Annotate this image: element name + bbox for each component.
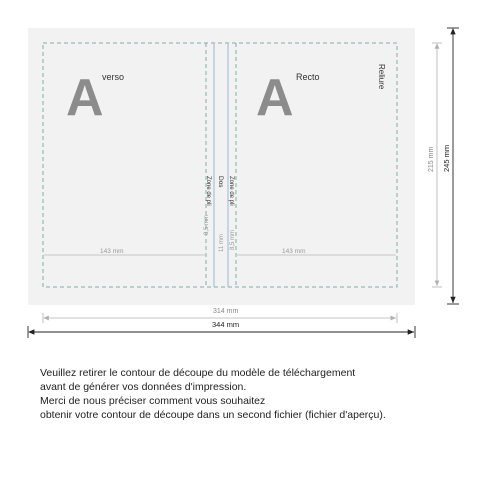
instruction-line: Veuillez retirer le contour de découpe du modèle de téléchargement bbox=[40, 367, 356, 379]
spine-label: Dos bbox=[217, 176, 224, 188]
back-cover-letter: A bbox=[66, 69, 104, 127]
front-cover-letter: A bbox=[256, 69, 294, 127]
binding-label: Reliure bbox=[377, 64, 386, 90]
total-width-dim-label: 344 mm bbox=[212, 320, 240, 329]
back-cover-label: verso bbox=[102, 72, 125, 82]
hinge-zone-left-label: Zone de pli bbox=[205, 176, 211, 206]
hinge-right-dim-label: 8,5 mm bbox=[230, 229, 236, 250]
total-height-dim-label: 245 mm bbox=[442, 144, 451, 172]
front-cover-label: Recto bbox=[296, 72, 320, 82]
spine-dim-label: 11 mm bbox=[219, 234, 225, 252]
instruction-line: avant de générer vos données d'impression. bbox=[40, 381, 247, 393]
instruction-line: obtenir votre contour de découpe dans un second fichier (fichier d'aperçu). bbox=[40, 409, 386, 421]
front-width-dim-label: 143 mm bbox=[282, 248, 306, 255]
instruction-line: Merci de nous préciser comment vous souhaitez bbox=[40, 395, 266, 407]
back-width-dim-label: 143 mm bbox=[100, 248, 124, 255]
trim-width-dim-label: 314 mm bbox=[213, 308, 239, 315]
instructions-text bbox=[40, 366, 480, 422]
trim-height-dim-label: 215 mm bbox=[428, 146, 435, 172]
hinge-zone-right-label: Zone de pli bbox=[228, 176, 234, 206]
hinge-left-dim-label: 8,5 mm bbox=[204, 214, 210, 235]
